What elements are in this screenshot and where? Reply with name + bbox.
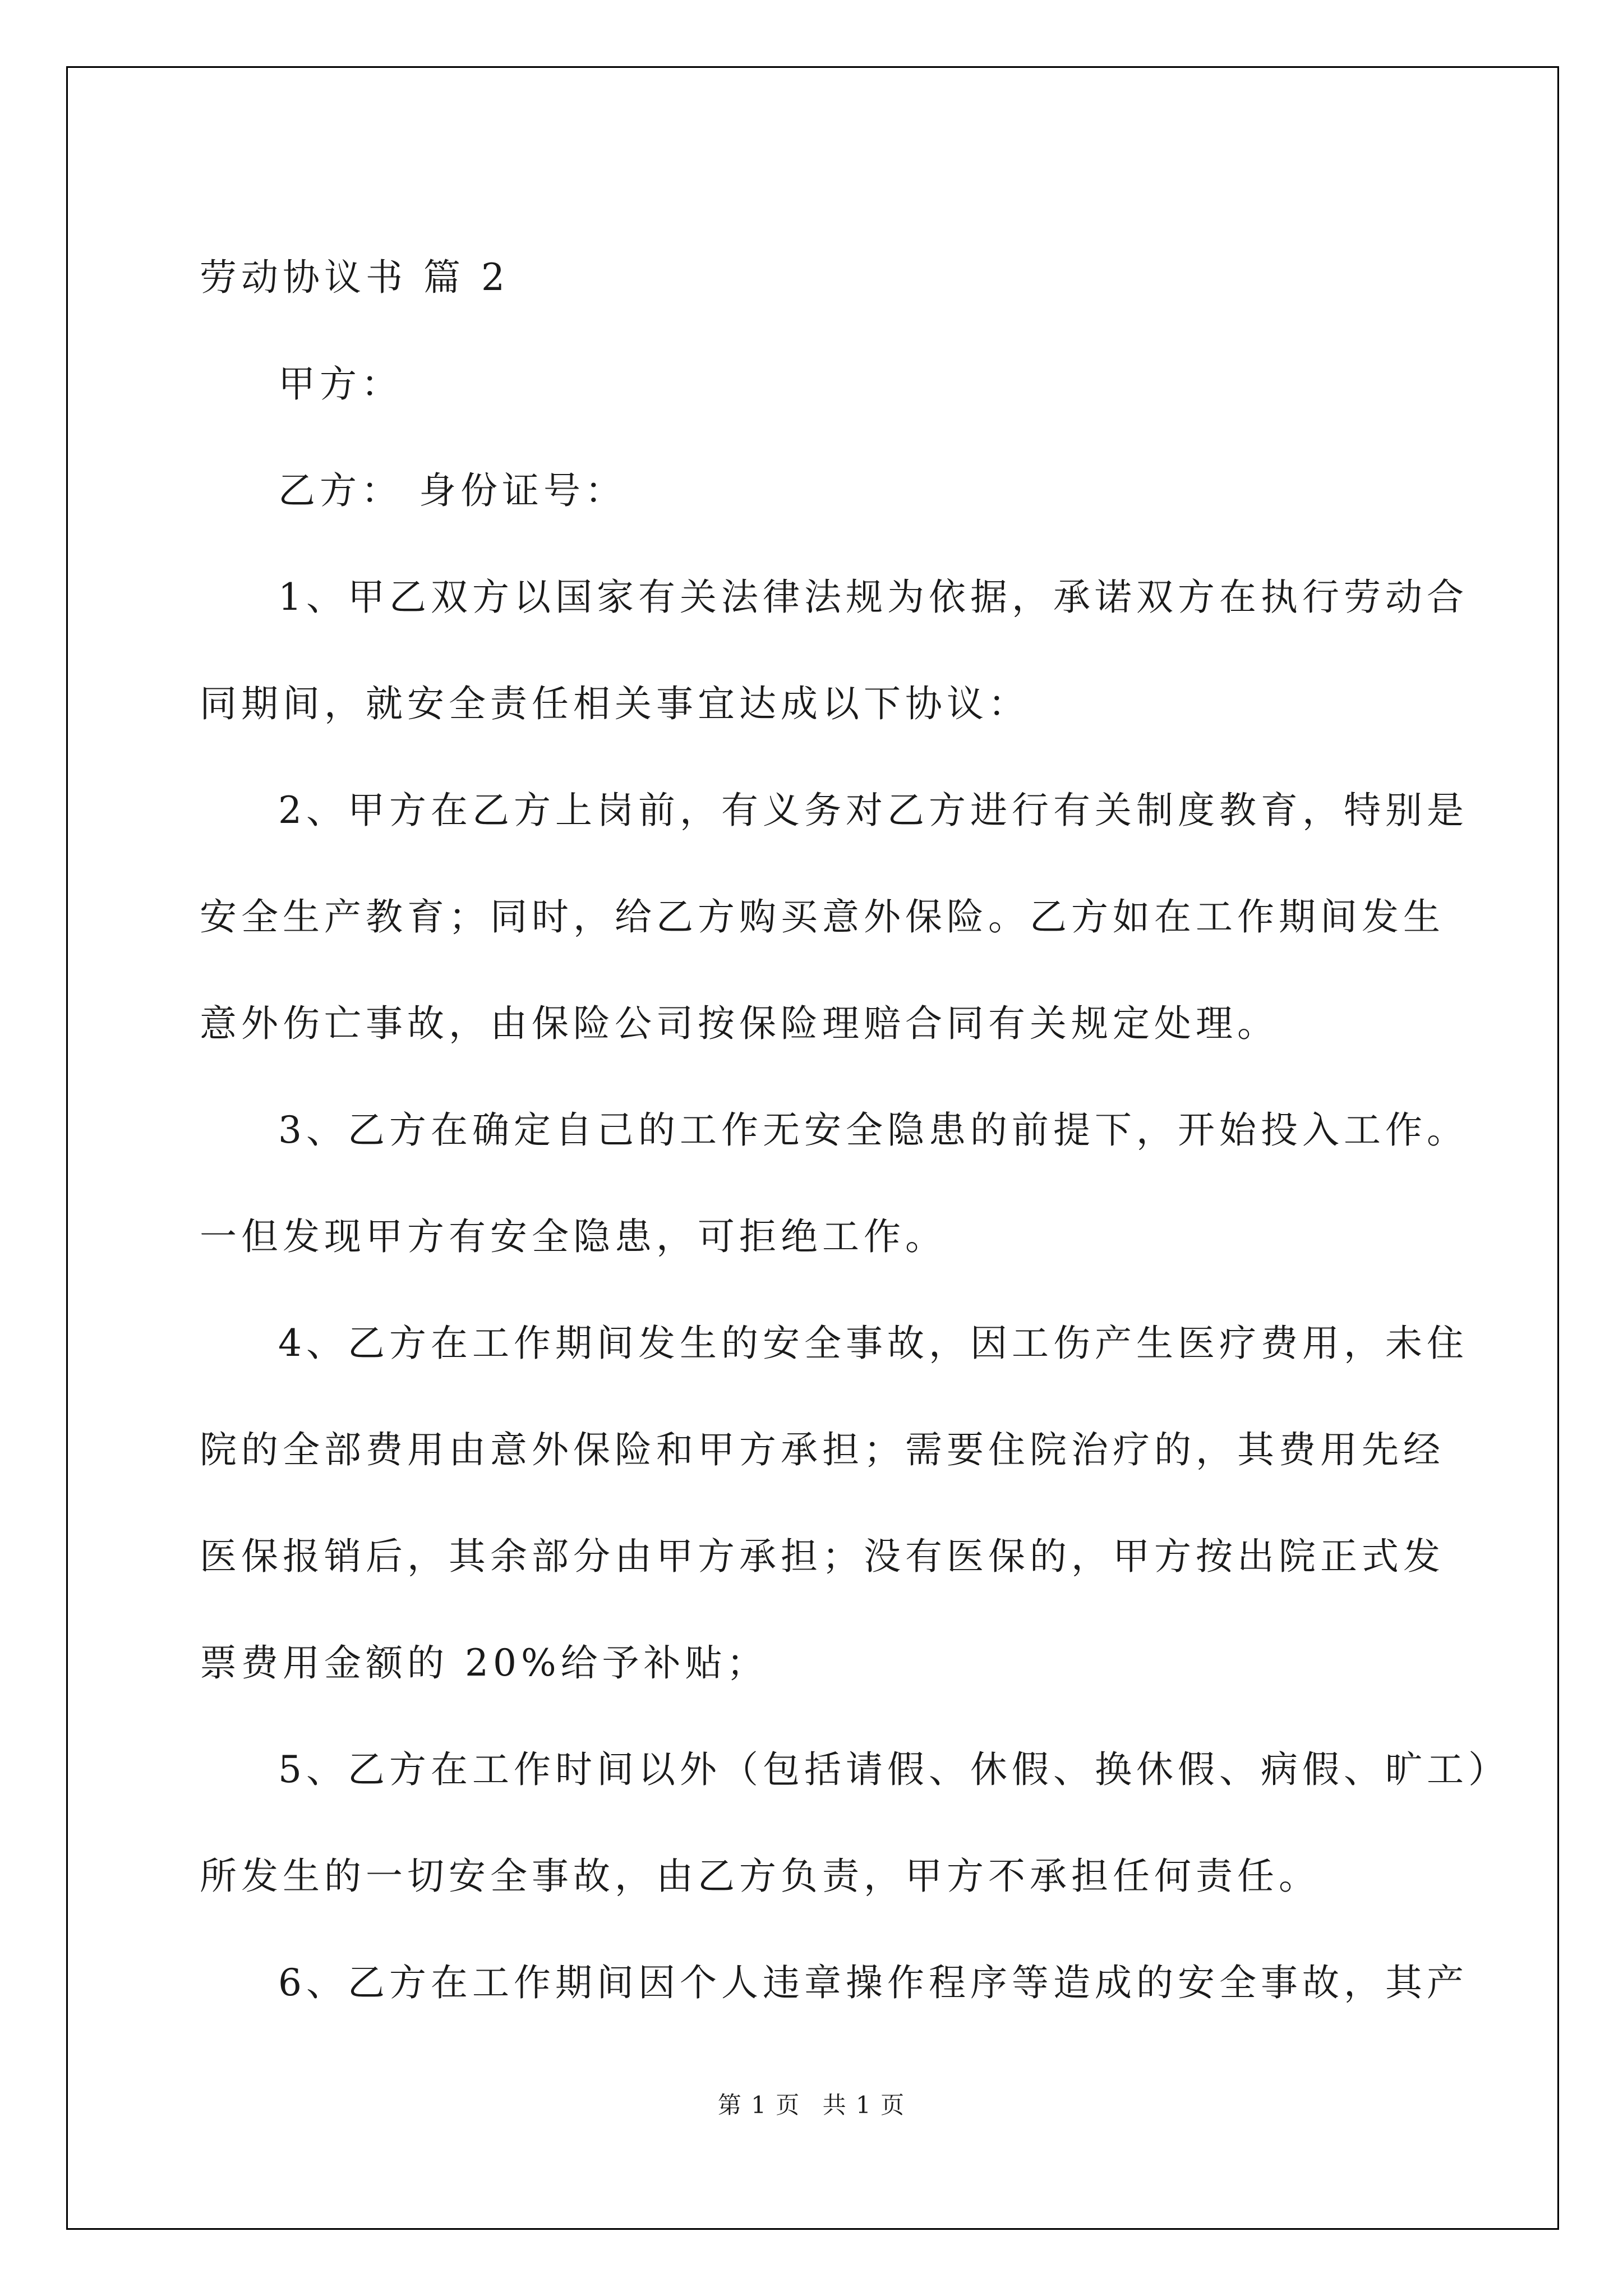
page-footer [0, 2087, 1623, 2120]
clause-4-line-4: 票费用金额的 20%给予补贴； [200, 1641, 768, 1685]
clause-4-line-2: 院的全部费用由意外保险和甲方承担；需要住院治疗的，其费用先经 [200, 1428, 1445, 1471]
clause-2-line-3: 意外伤亡事故，由保险公司按保险理赔合同有关规定处理。 [200, 1002, 1279, 1045]
clause-1-line-2: 同期间，就安全责任相关事宜达成以下协议： [200, 682, 1030, 725]
clause-5-line-2: 所发生的一切安全事故，由乙方负责，甲方不承担任何责任。 [200, 1855, 1320, 1898]
party-b-line: 乙方： 身份证号： [278, 469, 626, 512]
clause-2-line-1: 2、甲方在乙方上岗前，有义务对乙方进行有关制度教育，特别是 [278, 789, 1468, 832]
party-a-line: 甲方： [278, 362, 403, 406]
clause-6-line-1: 6、乙方在工作期间因个人违章操作程序等造成的安全事故，其产 [278, 1961, 1468, 2004]
clause-5-line-1: 5、乙方在工作时间以外（包括请假、休假、换休假、病假、旷工） [278, 1748, 1510, 1791]
clause-2-line-2: 安全生产教育；同时，给乙方购买意外保险。乙方如在工作期间发生 [200, 895, 1445, 938]
clause-1-line-1: 1、甲乙双方以国家有关法律法规为依据，承诺双方在执行劳动合 [278, 576, 1468, 619]
clause-3-line-1: 3、乙方在确定自己的工作无安全隐患的前提下，开始投入工作。 [278, 1108, 1468, 1152]
clause-4-line-1: 4、乙方在工作期间发生的安全事故，因工伤产生医疗费用，未住 [278, 1322, 1468, 1365]
document-title: 劳动协议书 篇 2 [200, 256, 509, 299]
clause-3-line-2: 一但发现甲方有安全隐患，可拒绝工作。 [200, 1215, 947, 1258]
page-number: 第 1 页 [717, 2091, 801, 2119]
page-total: 共 1 页 [822, 2091, 906, 2119]
document-body [200, 224, 1510, 2036]
clause-4-line-3: 医保报销后，其余部分由甲方承担；没有医保的，甲方按出院正式发 [200, 1535, 1445, 1578]
